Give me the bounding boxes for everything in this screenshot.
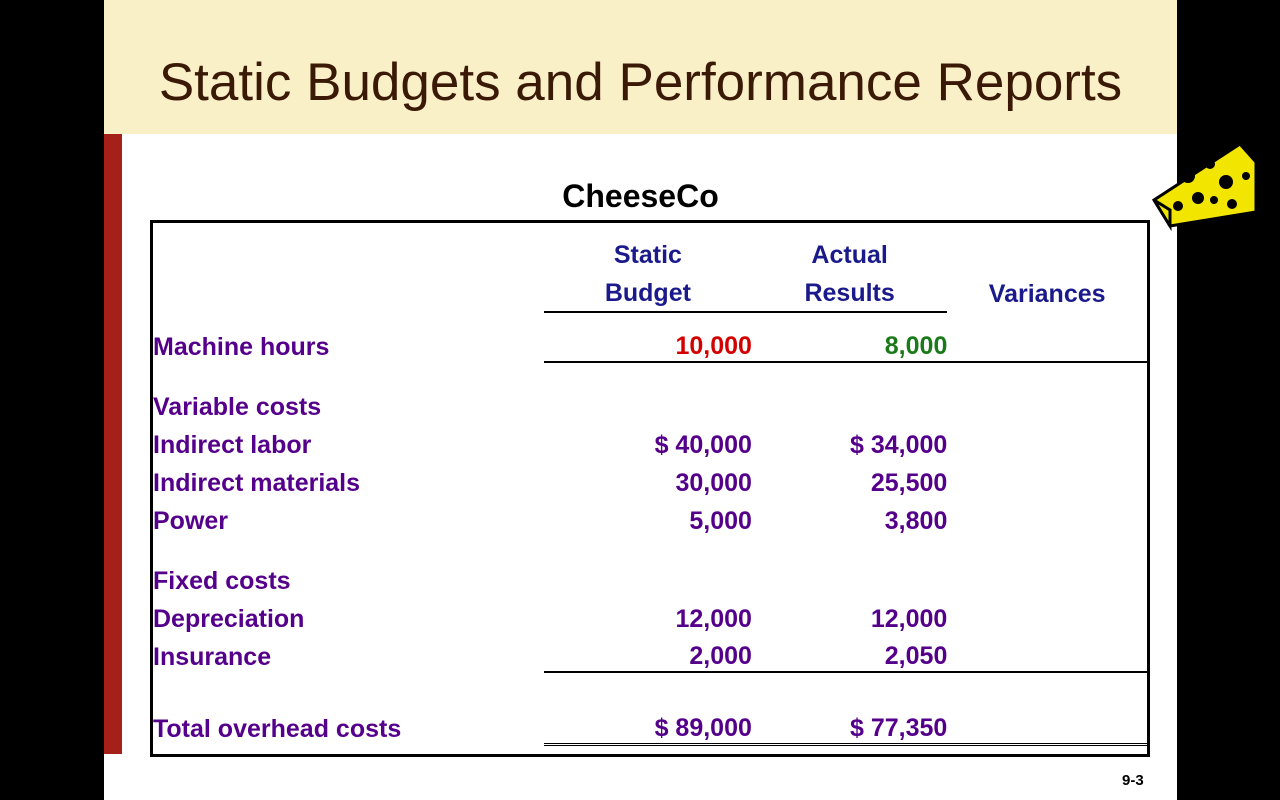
- table-row: [153, 384, 1147, 422]
- row-actual-insurance: 2,050: [752, 634, 947, 672]
- spacer-row: [153, 672, 1147, 694]
- header-actual: Actual: [811, 241, 888, 269]
- row-budget-variable-costs: [544, 384, 752, 422]
- table-row: [153, 498, 1147, 536]
- row-label-machine-hours: Machine hours: [153, 333, 330, 361]
- row-label-variable-costs: Variable costs: [153, 393, 322, 421]
- row-label-total-overhead: Total overhead costs: [153, 715, 402, 743]
- table-header-row-1: [153, 223, 1147, 273]
- row-variance-total-overhead: [947, 694, 1147, 744]
- row-label-power: Power: [153, 507, 229, 535]
- row-actual-total-overhead: $ 77,350: [752, 694, 947, 744]
- row-budget-machine-hours: 10,000: [544, 312, 752, 362]
- row-variance-machine-hours: [947, 312, 1147, 362]
- row-label-indirect-labor: Indirect labor: [153, 431, 312, 459]
- table-row: [153, 634, 1147, 672]
- row-actual-variable-costs: [752, 384, 947, 422]
- row-budget-depreciation: 12,000: [675, 605, 752, 633]
- row-variance-indirect-labor: [947, 422, 1147, 460]
- spacer-row: [153, 536, 1147, 558]
- row-actual-depreciation: 12,000: [870, 605, 948, 633]
- row-label-fixed-costs: Fixed costs: [153, 567, 291, 595]
- page-number: 9-3: [1122, 772, 1144, 789]
- table-row: [153, 422, 1147, 460]
- row-variance-insurance: [947, 634, 1147, 672]
- header-variances-blank: [947, 223, 1147, 273]
- row-actual-indirect-labor: $ 34,000: [850, 431, 948, 459]
- table-row: [153, 460, 1147, 498]
- row-budget-total-overhead: $ 89,000: [544, 694, 752, 744]
- table-row: [153, 312, 1147, 362]
- row-actual-indirect-materials: 25,500: [870, 469, 948, 497]
- row-variance-fixed-costs: [947, 558, 1147, 596]
- row-variance-power: [947, 498, 1147, 536]
- performance-report-table: [153, 223, 1147, 746]
- header-static: Static: [613, 241, 682, 269]
- budget-table: [150, 220, 1150, 757]
- row-label-indirect-materials: Indirect materials: [153, 469, 361, 497]
- page-title: Static Budgets and Performance Reports: [158, 53, 1123, 112]
- company-name: CheeseCo: [562, 178, 719, 214]
- row-budget-fixed-costs: [544, 558, 752, 596]
- spacer-row: [153, 362, 1147, 384]
- cheese-wedge-icon: [1148, 140, 1258, 240]
- header-results: Results: [752, 273, 947, 312]
- row-label-insurance: Insurance: [153, 643, 272, 671]
- table-row-total: [153, 694, 1147, 744]
- header-variances: Variances: [988, 280, 1106, 308]
- header-budget: Budget: [544, 273, 752, 312]
- row-budget-insurance: 2,000: [544, 634, 752, 672]
- row-actual-power: 3,800: [884, 507, 948, 535]
- row-label-depreciation: Depreciation: [153, 605, 305, 633]
- table-row: [153, 558, 1147, 596]
- row-budget-power: 5,000: [689, 507, 752, 535]
- table-header-row-2: [153, 273, 1147, 312]
- accent-bar: [104, 134, 122, 754]
- row-budget-indirect-materials: 30,000: [675, 469, 752, 497]
- slide: [104, 0, 1177, 800]
- row-actual-fixed-costs: [752, 558, 947, 596]
- row-variance-depreciation: [947, 596, 1147, 634]
- row-budget-indirect-labor: $ 40,000: [654, 431, 752, 459]
- row-variance-variable-costs: [947, 384, 1147, 422]
- row-variance-indirect-materials: [947, 460, 1147, 498]
- table-row: [153, 596, 1147, 634]
- row-actual-machine-hours: 8,000: [752, 312, 947, 362]
